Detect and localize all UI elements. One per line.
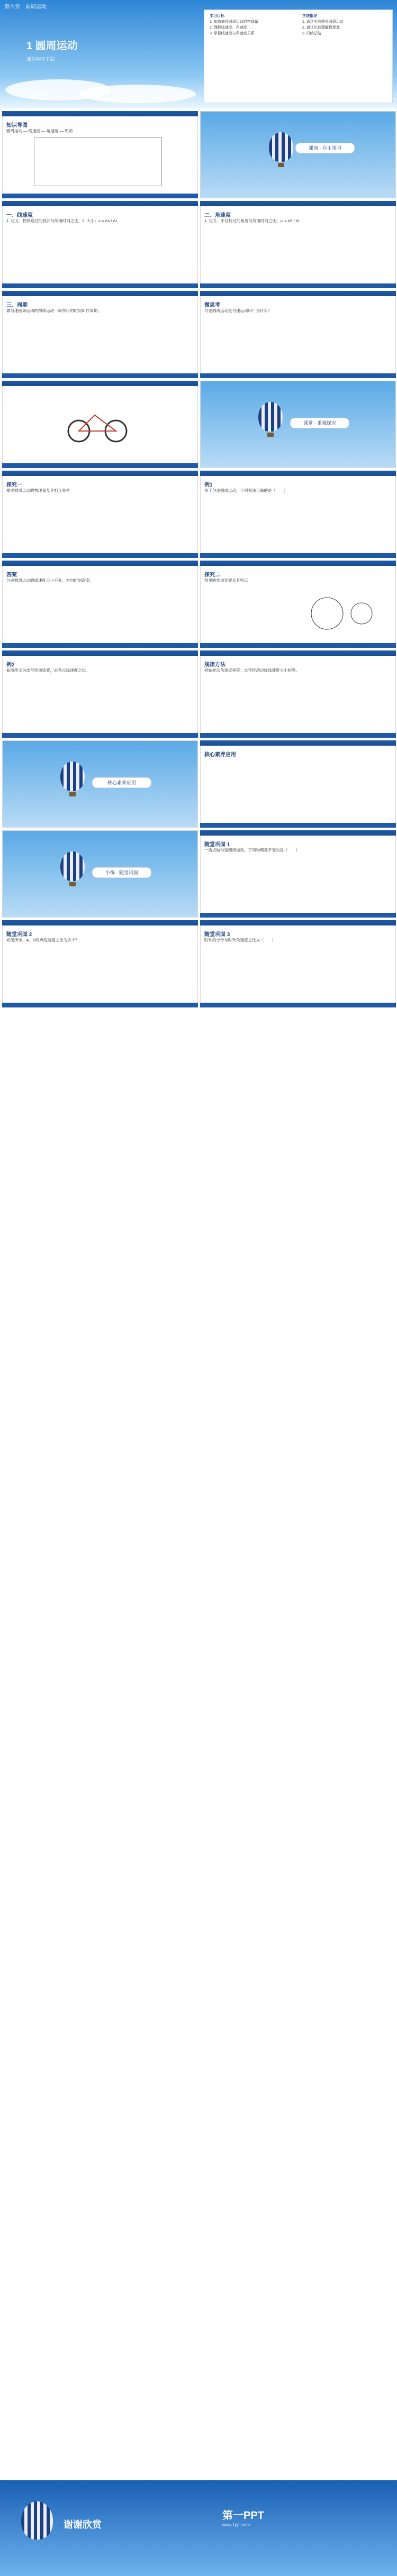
method-line: 2. 通过比较理解物理量: [302, 26, 340, 30]
slide-header-bar: [2, 381, 198, 386]
slide-text: 匀速圆周运动是匀速运动吗？为什么？: [204, 308, 272, 313]
slide-footer-bar: [2, 553, 198, 558]
lesson-title: 1 圆周运动: [26, 40, 78, 52]
slide-text: 常见的传动装置及其特点: [204, 578, 248, 583]
slide-text: 1. 定义：物体通过的弧长与所用时间之比。2. 大小：v = Δs / Δt: [6, 218, 117, 223]
slide-practice-2: [2, 920, 198, 1007]
slide-footer-bar: [2, 643, 198, 648]
section-title: 小练 · 随堂巩固: [92, 867, 151, 878]
slide-text: 圆周运动 — 线速度 — 角速度 — 周期: [6, 129, 73, 133]
balloon-icon: [269, 132, 293, 162]
objectives-title: 学习目标: [210, 14, 224, 18]
methods-title: 学法指导: [302, 14, 317, 18]
slide-footer-bar: [200, 553, 396, 558]
objective-line: 1. 知道描述圆周运动的物理量: [210, 20, 258, 24]
slide-header-bar: [2, 650, 198, 656]
slide-footer-bar: [2, 283, 198, 288]
slide-title: 微思考: [204, 302, 220, 308]
slide-title: 一、线速度: [6, 213, 33, 218]
mind-map-diagram: [34, 137, 162, 186]
objective-line: 3. 掌握线速度与角速度关系: [210, 32, 255, 35]
slide-text: 描述圆周运动的物理量及其相互关系: [6, 488, 70, 493]
slide-footer-bar: [2, 373, 198, 378]
slide-footer-bar: [200, 643, 396, 648]
slide-title: 答案: [6, 572, 17, 578]
slide-header-bar: [2, 291, 198, 296]
slide-period: [2, 291, 198, 378]
cover-slide: [0, 0, 397, 108]
section-title: 课前 · 自主预习: [295, 143, 355, 153]
balloon-basket: [69, 792, 76, 796]
methods-col: [302, 13, 387, 36]
slide-text: 如图所示，A、B两点线速度之比为多少？: [6, 938, 79, 942]
slide-title: 三、周期: [6, 302, 28, 308]
objective-line: 2. 理解线速度、角速度: [210, 26, 247, 30]
slide-header-bar: [200, 471, 396, 476]
section-title: 课堂 · 重难探究: [290, 418, 349, 428]
slide-explore-1: [2, 471, 198, 558]
slide-linear-velocity: [2, 201, 198, 288]
slide-footer-bar: [2, 733, 198, 738]
slide-title: 核心素养应用: [204, 752, 236, 758]
slide-header-bar: [200, 830, 396, 836]
slide-knowledge-map: [2, 111, 198, 198]
balloon-icon: [60, 851, 85, 881]
method-line: 1. 通过实例感受圆周运动: [302, 20, 344, 24]
slide-text: 1. 定义：半径转过的角度与所用时间之比。ω = Δθ / Δt: [204, 218, 300, 223]
slide-footer-bar: [200, 913, 396, 918]
slide-answer: [2, 561, 198, 648]
slide-footer-bar: [200, 823, 396, 828]
slide-footer-bar: [2, 1003, 198, 1007]
slide-practice-1: [200, 830, 396, 918]
gear-diagram: [306, 592, 380, 635]
slide-text: 同轴转动角速度相等；皮带传动边缘线速度大小相等。: [204, 668, 300, 673]
section-banner-practice: [2, 830, 198, 918]
slide-practice-3: [200, 920, 396, 1007]
slide-bicycle: [2, 381, 198, 468]
slide-title: 探究一: [6, 482, 22, 488]
slide-angular-velocity: [200, 201, 396, 288]
thanks-text: 谢谢欣赏: [64, 2519, 102, 2530]
section-banner-explore: [200, 381, 396, 468]
slide-think: [200, 291, 396, 378]
slide-title: 二、角速度: [204, 213, 231, 218]
objectives-panel: [204, 10, 393, 103]
slide-header-bar: [200, 740, 396, 746]
slide-explore-2: [200, 561, 396, 648]
subtitle: 课件PPT下载: [26, 57, 55, 62]
slide-footer-bar: [200, 283, 396, 288]
balloon-icon: [21, 2501, 53, 2540]
slide-core: [200, 740, 396, 828]
slide-footer-bar: [2, 463, 198, 468]
slide-text: 做匀速圆周运动的物体运动一周所用的时间叫作周期。: [6, 308, 102, 313]
slide-title: 例2: [6, 662, 15, 668]
slide-example-1: [200, 471, 396, 558]
balloon-basket: [267, 433, 274, 437]
slide-text: 关于匀速圆周运动，下列说法正确的是（ ）: [204, 488, 288, 493]
slide-header-bar: [200, 920, 396, 925]
slide-header-bar: [2, 561, 198, 566]
slide-text: 匀速圆周运动的线速度大小不变，方向时刻改变。: [6, 578, 94, 583]
section-title: 核心素养应用: [92, 777, 151, 788]
slide-footer-bar: [200, 1003, 396, 1007]
balloon-icon: [60, 762, 85, 791]
slide-header-bar: [2, 920, 198, 925]
slide-header-bar: [200, 291, 396, 296]
slide-header-bar: [200, 201, 396, 206]
slide-title: 探究二: [204, 572, 220, 578]
slide-header-bar: [2, 201, 198, 206]
slide-title: 规律方法: [204, 662, 225, 668]
slide-title: 随堂巩固 3: [204, 932, 230, 938]
balloon-basket: [69, 882, 76, 886]
slide-text: 如图所示为皮带传动装置，求各点线速度之比。: [6, 668, 90, 673]
section-banner-preview: [200, 111, 396, 198]
objectives-col: [210, 13, 294, 36]
slide-header-bar: [200, 650, 396, 656]
slide-footer-bar: [200, 373, 396, 378]
chapter-label: 第六章 圆周运动: [4, 4, 47, 10]
slide-title: 随堂巩固 2: [6, 932, 32, 938]
ending-slide: [0, 2480, 397, 2576]
slide-header-bar: [2, 471, 198, 476]
bicycle-icon: [66, 402, 129, 444]
slide-header-bar: [2, 111, 198, 116]
cloud-shape: [79, 85, 196, 103]
slide-title: 例1: [204, 482, 213, 488]
slide-rule: [200, 650, 396, 738]
method-line: 3. 归纳总结: [302, 32, 321, 35]
slide-title: 知识导图: [6, 123, 28, 129]
section-banner-core: [2, 740, 198, 828]
slide-text: 一质点做匀速圆周运动，下列物理量不变的是（ ）: [204, 848, 300, 852]
brand-logo-text: 第一PPT: [222, 2510, 264, 2522]
slide-title: 随堂巩固 1: [204, 842, 230, 848]
balloon-icon: [258, 402, 283, 432]
slide-header-bar: [200, 561, 396, 566]
slide-footer-bar: [200, 733, 396, 738]
slide-example-2: [2, 650, 198, 738]
balloon-basket: [278, 163, 284, 167]
slide-text: 时钟的分针与时针角速度之比为（ ）: [204, 938, 276, 942]
slide-footer-bar: [2, 194, 198, 198]
brand-url: www.1ppt.com: [222, 2523, 250, 2527]
